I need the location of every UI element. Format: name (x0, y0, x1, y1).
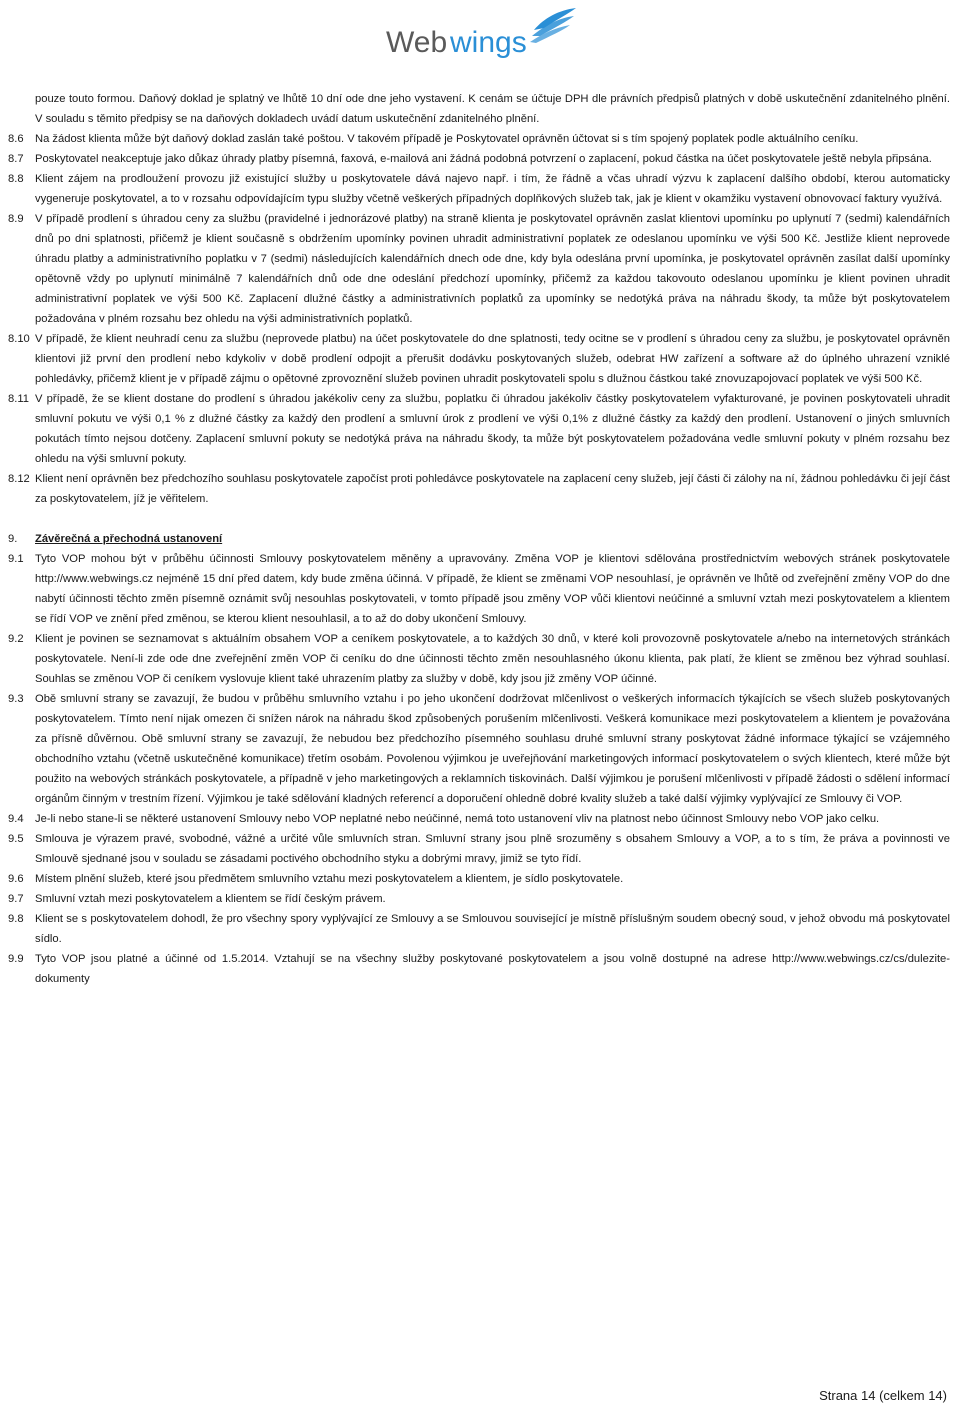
section-9-heading (8, 529, 950, 549)
clause-number: 9.7 (8, 893, 24, 905)
webwings-logo (384, 6, 584, 62)
clause-text: V případě prodlení s úhradou ceny za službu (pravidelné i jednorázové platby) na straně klienta je poskytovatel oprávněn zaslat klientovi upomínku po uplynutí 7 (sedmi) kalendářních dnů po dni splatnosti, přičemž je klient současně s obdržením upomínky povinen uhradit administrativní poplatek ze odeslanou upomínku ve výši 500 Kč. Jestliže klient neprovede úhradu platby a administrativního poplatku v 7 (sedmi) následujících kalendářních dnech ode dne, kdy byla odeslána první upomínka, je poskytovatel oprávněn zasílat další upomínky opětovně vždy po uplynutí minimálně 7 kalendářních dnů ode dne odeslání předchozí upomínky, přičemž za každou takovouto odeslanou upomínku je klient povinen uhradit administrativní poplatek ve výši 500 Kč. Zaplacení dlužné částky a administrativních poplatků za upomínky se nedotýká práva na náhradu škody, ta může být poskytovatelem požadována v plném rozsahu bez ohledu na výši administrativních poplatků. (35, 213, 950, 325)
section-title: Závěrečná a přechodná ustanovení (35, 533, 223, 545)
clause-9-2 (8, 629, 950, 689)
clause-8-7 (8, 149, 950, 169)
document-body (8, 89, 950, 989)
clause-text: Klient není oprávněn bez předchozího souhlasu poskytovatele započíst proti pohledávce poskytovatele na zaplacení ceny služeb, její části či zálohy na ní, žádnou pohledávku či její část za poskytovatelem, jíž je věřitelem. (35, 473, 950, 505)
clause-text: Tyto VOP jsou platné a účinné od 1.5.2014. Vztahují se na všechny služby poskytované poskytovatelem a jsou volně dostupné na adrese http://www.webwings.cz/cs/dulezite-dokumenty (35, 953, 950, 985)
clause-text: Smluvní vztah mezi poskytovatelem a klientem se řídí českým právem. (35, 893, 386, 905)
clause-8-12 (8, 469, 950, 509)
clause-number: 8.9 (8, 213, 24, 225)
clause-number: 8.10 (8, 333, 30, 345)
wing-icon (530, 8, 576, 43)
clause-number: 8.8 (8, 173, 24, 185)
clause-number: 9.4 (8, 813, 24, 825)
clause-8-10 (8, 329, 950, 389)
clause-text: Klient je povinen se seznamovat s aktuálním obsahem VOP a ceníkem poskytovatele, a to každých 30 dnů, v které koli provozovně poskytovatele a/nebo na internetových stránkách poskytovatele. Není-li zde ode dne zveřejnění změn VOP či ceníku do dne účinnosti těchto změn nesouhlasného úkonu klienta, pak platí, že klient se změnou bez výhrad souhlasí. Souhlas se změnou VOP či ceníkem vyslovuje klient také uhrazením platby za služby v době, kdy jsou již změny VOP účinné. (35, 633, 950, 685)
clause-9-9 (8, 949, 950, 989)
clause-text: V případě, že se klient dostane do prodlení s úhradou jakékoliv ceny za službu, poplatku či úhradou jakékoliv částky poskytovatelem vyfakturované, je povinen poskytovateli uhradit smluvní pokutu ve výši 0,1 % z dlužné částky za každý den prodlení a smluvní úrok z prodlení ve výši 0,1% z dlužné částky za každý den prodlení. Ustanovení o jiných smluvních pokutách tímto nejsou dotčeny. Zaplacení smluvní pokuty se nedotýká práva na náhradu škody, ta může být poskytovatelem požadována vedle smluvní pokuty v plném rozsahu bez ohledu na výši smluvní pokuty. (35, 393, 950, 465)
clause-number: 9.2 (8, 633, 24, 645)
section-8-list (8, 129, 950, 509)
clause-text: Místem plnění služeb, které jsou předmětem smluvního vztahu mezi poskytovatelem a klientem, je sídlo poskytovatele. (35, 873, 624, 885)
section-number: 9. (8, 533, 18, 545)
logo-text-wings: wings (450, 26, 527, 59)
clause-text: Tyto VOP mohou být v průběhu účinnosti Smlouvy poskytovatelem měněny a upravovány. Změna VOP je klientovi sdělována prostřednictvím webových stránek poskytovatele http://www.webwings.cz nejméně 15 dní před datem, kdy bude změna účinná. V případě, že klient se změnami VOP nesouhlasí, je oprávněn ve lhůtě od zveřejnění změny VOP do dne nabytí účinnosti těchto změn písemně oznámit svůj nesouhlas poskytovateli, v tomto případě jsou změny VOP vůči klientovi neúčinné a smluvní vztah mezi poskytovatelem a klientem se řídí VOP ve znění před změnou, se kterou klient nesouhlasil, a to až do doby ukončení Smlouvy. (35, 553, 950, 625)
logo-text-web: Web (386, 26, 448, 59)
clause-9-8 (8, 909, 950, 949)
clause-8-8 (8, 169, 950, 209)
clause-text: Klient se s poskytovatelem dohodl, že pro všechny spory vyplývající ze Smlouvy a se Smlouvou související je místně příslušným soudem obecný soud, v jehož obvodu má poskytovatel sídlo. (35, 913, 950, 945)
intro-paragraph: pouze touto formou. Daňový doklad je splatný ve lhůtě 10 dní ode dne jeho vystavení. K cenám se účtuje DPH dle právních předpisů platných v době uskutečnění zdanitelného plnění. V souladu s těmito předpisy se na daňových dokladech uvádí datum uskutečnění zdanitelného plnění. (35, 93, 950, 125)
clause-9-6 (8, 869, 950, 889)
clause-text: Obě smluvní strany se zavazují, že budou v průběhu smluvního vztahu i po jeho ukončení dodržovat mlčenlivost o veškerých informacích týkajících se všech služeb poskytovaných poskytovatelem. Tímto není nijak omezen či snížen nárok na náhradu škod způsobených porušením mlčenlivosti. Veškerá komunikace mezi poskytovatelem a klientem je považována za přísně důvěrnou. Obě smluvní strany se zavazují, že nebudou bez předchozího písemného souhlasu druhé smluvní strany poskytovat žádné informace týkající se vzájemného obchodního vztahu (včetně uskutečněné komunikace) třetím osobám. Povolenou výjimkou je uveřejňování marketingových informací poskytovatelem o svých klientech, které může být použito na webových stránkách poskytovatele, a případně v jeho marketingových a reklamních tiskovinách. Další výjimkou je porušení mlčenlivosti v případě žádosti o sdělení informací orgánům činným v trestním řízení. Výjimkou je také sdělování kladných referencí a doporučení ohledně dobré kvality služeb a také další výjimky vyplývající ze Smlouvy či VOP. (35, 693, 950, 805)
clause-9-7 (8, 889, 950, 909)
clause-number: 8.6 (8, 133, 24, 145)
clause-text: Je-li nebo stane-li se některé ustanovení Smlouvy nebo VOP neplatné nebo neúčinné, nemá toto ustanovení vliv na platnost nebo účinnost Smlouvy nebo VOP jako celku. (35, 813, 880, 825)
spacer (8, 509, 950, 529)
clause-number: 8.12 (8, 473, 30, 485)
clause-number: 9.8 (8, 913, 24, 925)
clause-number: 9.9 (8, 953, 24, 965)
clause-number: 9.3 (8, 693, 24, 705)
clause-9-4 (8, 809, 950, 829)
clause-text: Na žádost klienta může být daňový doklad zaslán také poštou. V takovém případě je Poskytovatel oprávněn účtovat si s tím spojený poplatek podle aktuálního ceníku. (35, 133, 859, 145)
clause-text: Smlouva je výrazem pravé, svobodné, vážné a určité vůle smluvních stran. Smluvní strany jsou plně srozuměny s obsahem Smlouvy a VOP, a to s tím, že práva a povinnosti ve Smlouvě sjednané jsou v souladu se zásadami poctivého obchodního styku a dobrými mravy, jimiž se tyto řídí. (35, 833, 950, 865)
section-9-list (8, 549, 950, 989)
clause-number: 9.5 (8, 833, 24, 845)
clause-9-5 (8, 829, 950, 869)
page-number: Strana 14 (celkem 14) (819, 1388, 947, 1403)
clause-9-1 (8, 549, 950, 629)
clause-8-9 (8, 209, 950, 329)
clause-number: 8.7 (8, 153, 24, 165)
clause-8-6 (8, 129, 950, 149)
clause-text: Poskytovatel neakceptuje jako důkaz úhrady platby písemná, faxová, e-mailová ani žádná podobná potvrzení o zaplacení, pokud částka na účet poskytovatele ještě nebyla připsána. (35, 153, 932, 165)
clause-number: 9.6 (8, 873, 24, 885)
clause-text: V případě, že klient neuhradí cenu za službu (neprovede platbu) na účet poskytovatele do dne splatnosti, tedy ocitne se v prodlení s úhradou ceny za službu, je poskytovatel oprávněn klientovi již první den prodlení nebo kdykoliv v době prodlení odpojit a přerušit dodávku poskytovaných služeb, odebrat HW zařízení a software až do úplného uhrazení vzniklé pohledávky, přičemž klient je v případě zájmu o opětovné zprovoznění služeb povinen uhradit poskytovateli spolu s dlužnou částkou také znovuzapojovací poplatek ve výši 500 Kč. (35, 333, 950, 385)
clause-number: 9.1 (8, 553, 24, 565)
clause-text: Klient zájem na prodloužení provozu již existující služby u poskytovatele dává najevo např. i tím, že řádně a včas uhradí výzvu k zaplacení dalšího období, kterou automaticky vygeneruje poskytovatel, a to v rozsahu odpovídajícím typu služby včetně veškerých případných doplňkových služeb tak, jak je klient v okamžiku vystavení obnovovací faktury využívá. (35, 173, 950, 205)
clause-number: 8.11 (8, 393, 29, 405)
webwings-logo-graphic (384, 6, 584, 62)
clause-8-11 (8, 389, 950, 469)
clause-9-3 (8, 689, 950, 809)
